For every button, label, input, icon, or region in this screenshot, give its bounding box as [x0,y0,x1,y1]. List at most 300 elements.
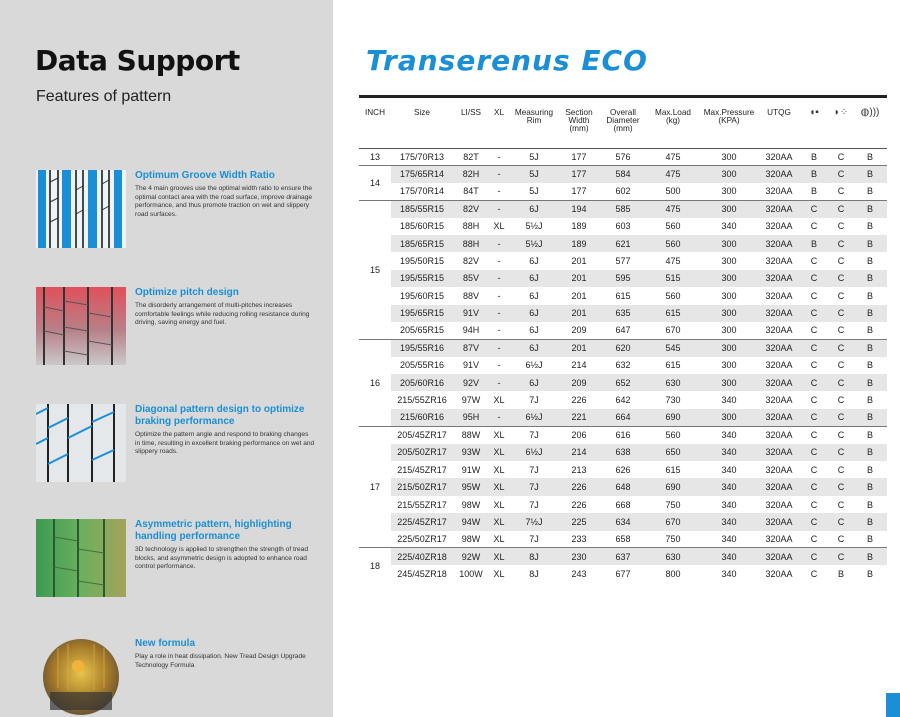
table-cell: 595 [599,270,647,287]
table-row [359,287,887,304]
inch-cell: 18 [359,548,391,583]
table-cell: C [799,478,829,495]
table-row [359,374,887,391]
table-cell: 201 [559,270,599,287]
table-cell: 201 [571,290,587,301]
table-cell: 648 [599,478,647,495]
table-cell: C [837,325,845,336]
table-cell: 226 [571,395,587,406]
table-cell: - [497,151,501,162]
table-cell: C [810,464,818,475]
table-cell: 6J [529,290,539,301]
table-cell: C [799,305,829,322]
asymmetric-pattern-image [36,519,126,597]
table-cell: 195/60R15 [399,290,445,301]
table-cell: C [799,409,829,426]
table-cell: XL [493,221,505,232]
table-cell: 6J [529,256,539,267]
table-cell: 650 [647,444,699,461]
inch-cell: 17 [359,426,391,548]
table-cell: 84T [463,186,479,197]
table-cell: 300 [699,305,759,322]
table-cell: C [837,256,845,267]
table-cell: C [810,569,818,580]
table-row [359,548,887,565]
feature-title: Asymmetric pattern, highlighting handling performance [135,519,292,542]
table-cell: 320AA [765,290,793,301]
table-cell: 88V [462,290,479,301]
page-corner-marker [886,693,900,717]
table-cell: B [853,426,887,443]
table-cell: 637 [599,548,647,565]
header-max-load: Max.Load (kg) [647,98,699,148]
table-cell: 560 [647,235,699,252]
feature-desc: The 4 main grooves use the optimal width ratio to ensure the optimal contact area with the road surface, improve drainage performance, and thus promote traction on wet and slippery road surfaces. [135,185,313,218]
table-cell: 91V [453,305,489,322]
table-cell: 92V [453,374,489,391]
table-cell: 475 [647,200,699,217]
table-cell: 320AA [759,374,799,391]
header-section-width: Section Width (mm) [559,98,599,148]
page-subtitle: Features of pattern [36,88,172,105]
table-cell: 195/65R15 [391,305,453,322]
table-cell: 475 [665,256,681,267]
table-cell: 91V [462,360,479,371]
table-cell: 214 [571,360,587,371]
table-cell: XL [493,464,505,475]
table-cell: 98W [461,499,481,510]
table-cell: 215/60R16 [391,409,453,426]
table-cell: C [837,151,845,162]
table-cell: B [853,409,887,426]
table-cell: 670 [647,513,699,530]
table-cell: 205/50ZR17 [391,444,453,461]
table-cell: 177 [559,165,599,182]
table-cell: 626 [615,464,631,475]
feature-desc: Optimize the pattern angle and respond to braking changes in time, resulting in excellent braking performance on wet and slippery roads. [135,431,315,456]
header-measuring-rim: Measuring Rim [509,98,559,148]
table-cell: B [853,339,887,356]
table-cell: 577 [615,256,631,267]
table-cell: C [799,339,829,356]
table-cell: 634 [599,513,647,530]
table-cell: 226 [559,478,599,495]
table-cell: XL [489,548,509,565]
table-cell: 225/50ZR17 [397,534,447,545]
table-cell: 300 [721,290,737,301]
table-cell: 82V [462,256,479,267]
table-cell: 177 [571,186,587,197]
table-cell: 92W [453,548,489,565]
table-cell: 630 [647,548,699,565]
table-cell: 213 [571,464,587,475]
table-row [359,426,887,443]
table-cell: 340 [699,444,759,461]
table-cell: 638 [599,444,647,461]
table-row [359,478,887,495]
table-cell: 652 [599,374,647,391]
table-cell: 500 [665,186,681,197]
table-cell: C [837,290,845,301]
table-cell: C [810,499,818,510]
table-cell: C [810,534,818,545]
table-cell: 214 [559,444,599,461]
table-cell: 300 [721,186,737,197]
table-cell: 340 [699,548,759,565]
table-row [359,235,887,252]
feature-desc: Play a role in heat dissipation. New Tread Design Upgrade Technology Formula [135,653,306,669]
sound-icon: ◍))) [860,107,880,118]
table-cell: C [799,426,829,443]
table-cell: 233 [571,534,587,545]
table-cell: B [866,395,873,406]
table-cell: 340 [699,513,759,530]
table-cell: 670 [665,325,681,336]
table-cell: 6J [509,270,559,287]
table-cell: 6J [509,305,559,322]
table-cell: B [866,256,873,267]
table-cell: 95W [453,478,489,495]
table-row [359,270,887,287]
table-cell: - [497,256,501,267]
table-cell: 602 [615,186,631,197]
inch-cell: 16 [359,339,391,426]
table-cell: 615 [665,464,681,475]
table-cell: 560 [665,290,681,301]
table-cell: - [489,165,509,182]
table-cell: 320AA [759,305,799,322]
table-cell: C [837,360,845,371]
table-cell: 620 [599,339,647,356]
table-cell: B [799,235,829,252]
table-cell: 750 [665,499,681,510]
feature-desc: The disorderly arrangement of multi-pitches increases comfortable feelings while reducing rolling resistance during driving, saving energy and fuel. [135,302,310,327]
table-cell: 340 [721,569,737,580]
table-cell: 177 [571,151,587,162]
table-cell: 221 [559,409,599,426]
table-cell: 185/60R15 [399,221,445,232]
table-cell: 475 [647,165,699,182]
table-row [359,148,887,165]
table-cell: 209 [559,374,599,391]
table-cell: 82H [453,165,489,182]
table-cell: 215/55ZR16 [397,395,447,406]
table-row [359,409,887,426]
table-cell: B [853,305,887,322]
table-row [359,444,887,461]
table-cell: XL [493,534,505,545]
table-cell: B [866,534,873,545]
feature-title: New formula [135,638,196,649]
table-cell: B [853,444,887,461]
table-cell: 195/55R16 [391,339,453,356]
table-cell: C [829,444,853,461]
table-cell: 7½J [509,513,559,530]
table-cell: 87V [453,339,489,356]
table-cell: B [810,186,817,197]
table-cell: 615 [647,305,699,322]
table-row [359,218,887,235]
table-cell: 690 [647,478,699,495]
header-fuel-efficiency [829,98,853,148]
table-cell: - [489,374,509,391]
table-cell: - [489,339,509,356]
table-cell: 6½J [525,360,543,371]
table-cell: 647 [615,325,631,336]
table-cell: C [810,221,818,232]
table-row [359,165,887,182]
header-xl: XL [489,98,509,148]
table-cell: 5J [509,165,559,182]
table-cell: 205/65R15 [399,325,445,336]
table-cell: 320AA [759,339,799,356]
table-cell: C [837,499,845,510]
table-cell: B [866,325,873,336]
table-cell: 320AA [759,444,799,461]
table-cell: B [866,221,873,232]
table-cell: 85V [453,270,489,287]
table-cell: 340 [699,478,759,495]
table-row [359,339,887,356]
table-cell: XL [493,569,505,580]
table-body [359,148,887,583]
table-cell: 209 [571,325,587,336]
table-cell: 201 [559,305,599,322]
table-cell: 93W [453,444,489,461]
table-cell: C [829,200,853,217]
table-cell: 576 [615,151,631,162]
table-cell: 320AA [759,409,799,426]
table-cell: C [837,221,845,232]
table-cell: C [799,270,829,287]
table-cell: 300 [721,256,737,267]
table-cell: 340 [721,464,737,475]
header-inch: INCH [359,98,391,148]
table-cell: 320AA [759,200,799,217]
table-cell: 320AA [765,499,793,510]
table-cell: 800 [665,569,681,580]
table-cell: 300 [699,374,759,391]
table-row [359,252,887,269]
spec-table [359,98,887,583]
table-cell: 320AA [765,186,793,197]
table-cell: B [853,548,887,565]
table-cell: 215/50ZR17 [391,478,453,495]
feature-title: Diagonal pattern design to optimize braking performance [135,404,305,427]
table-cell: 185/55R15 [391,200,453,217]
table-cell: 195/50R15 [399,256,445,267]
table-cell: B [853,478,887,495]
table-cell: B [853,374,887,391]
table-cell: C [829,478,853,495]
table-cell: XL [489,478,509,495]
table-cell: 205/45ZR17 [391,426,453,443]
table-row [359,461,887,478]
table-cell: 7J [509,426,559,443]
table-cell: 225 [559,513,599,530]
table-cell: 95H [453,409,489,426]
table-cell: - [489,305,509,322]
header-max-pressure: Max.Pressure (KPA) [699,98,759,148]
table-cell: 7J [529,395,539,406]
table-cell: 320AA [759,548,799,565]
table-cell: 320AA [765,464,793,475]
table-cell: C [799,513,829,530]
table-cell: 8J [509,548,559,565]
table-cell: 300 [699,409,759,426]
header-wet-grip [799,98,829,148]
spec-table-wrapper [359,95,887,583]
table-cell: 621 [599,235,647,252]
table-cell: 201 [559,339,599,356]
table-cell: 5½J [525,221,543,232]
table-cell: C [810,290,818,301]
table-cell: 206 [559,426,599,443]
table-cell: XL [493,395,505,406]
table-cell: C [810,360,818,371]
table-cell: C [799,548,829,565]
table-cell: - [489,409,509,426]
table-cell: B [853,270,887,287]
table-cell: 82T [463,151,479,162]
table-cell: 603 [615,221,631,232]
table-cell: 340 [721,534,737,545]
table-cell: 6J [529,325,539,336]
table-cell: 475 [665,151,681,162]
table-cell: C [829,270,853,287]
table-cell: B [866,151,873,162]
table-cell: 91W [461,464,481,475]
table-cell: 320AA [759,513,799,530]
table-cell: 6½J [509,409,559,426]
table-cell: - [497,186,501,197]
table-cell: C [837,395,845,406]
table-cell: 340 [721,499,737,510]
table-cell: 300 [699,339,759,356]
table-cell: C [829,374,853,391]
table-header-row [359,98,887,148]
table-cell: 175/70R14 [399,186,445,197]
table-cell: 320AA [765,395,793,406]
table-cell: C [837,186,845,197]
table-cell: 82V [453,200,489,217]
table-row [359,357,887,374]
table-cell: 320AA [765,360,793,371]
table-cell: B [810,151,817,162]
table-cell: 6J [509,374,559,391]
table-cell: XL [493,499,505,510]
header-noise [853,98,887,148]
table-cell: 8J [529,569,539,580]
table-cell: C [837,534,845,545]
table-cell: 560 [665,221,681,232]
table-cell: 320AA [765,256,793,267]
inch-cell: 13 [359,148,391,165]
table-row [359,200,887,217]
table-cell: 226 [571,499,587,510]
table-cell: C [810,395,818,406]
table-cell: 100W [459,569,483,580]
table-cell: 7J [529,464,539,475]
table-cell: 300 [699,235,759,252]
table-row [359,305,887,322]
table-cell: 300 [721,325,737,336]
table-cell: 320AA [765,534,793,545]
table-cell: - [497,360,501,371]
table-cell: 243 [571,569,587,580]
table-cell: 340 [699,426,759,443]
table-cell: B [853,235,887,252]
table-cell: B [853,165,887,182]
table-cell: 175/65R14 [391,165,453,182]
table-cell: 515 [647,270,699,287]
table-cell: 88H [453,235,489,252]
table-cell: 300 [699,270,759,287]
page-title: Data Support [35,44,240,77]
table-cell: 320AA [759,270,799,287]
table-row [359,513,887,530]
table-cell: 320AA [759,426,799,443]
header-utqg: UTQG [759,98,799,148]
table-cell: B [866,569,873,580]
table-cell: B [837,569,844,580]
table-cell: 98W [461,534,481,545]
table-cell: 201 [571,256,587,267]
table-cell: 195/55R15 [391,270,453,287]
table-cell: 560 [647,426,699,443]
table-cell: 585 [599,200,647,217]
feature-desc: 3D technology is applied to strengthen the strength of tread blocks, and asymmetric design is adopted to enhance road control performance. [135,546,309,571]
table-cell: C [810,325,818,336]
table-cell: 630 [647,374,699,391]
table-cell: 642 [615,395,631,406]
table-cell: 94W [453,513,489,530]
table-cell: 635 [599,305,647,322]
table-cell: 677 [615,569,631,580]
table-cell: - [489,235,509,252]
table-cell: 7J [529,534,539,545]
table-cell: 300 [699,200,759,217]
table-cell: 320AA [765,569,793,580]
table-cell: 88W [453,426,489,443]
table-row [359,531,887,548]
table-cell: B [866,464,873,475]
table-cell: - [497,325,501,336]
feature-title: Optimize pitch design [135,287,239,298]
table-cell: 690 [647,409,699,426]
table-cell: C [837,464,845,475]
table-cell: 215/45ZR17 [397,464,447,475]
table-cell: C [799,200,829,217]
table-cell: 6J [509,200,559,217]
table-cell: C [829,426,853,443]
table-cell: C [829,409,853,426]
inch-cell: 14 [359,165,391,200]
inch-cell: 15 [359,200,391,339]
table-cell: B [866,360,873,371]
table-cell: 320AA [759,235,799,252]
table-cell: 225/40ZR18 [391,548,453,565]
table-cell: 320AA [765,221,793,232]
table-cell: B [853,200,887,217]
table-cell: 584 [599,165,647,182]
table-row [359,391,887,408]
table-cell: 189 [571,221,587,232]
diagonal-pattern-image [36,404,126,482]
table-cell: 668 [615,499,631,510]
table-cell: 300 [721,151,737,162]
table-cell: 6J [509,339,559,356]
